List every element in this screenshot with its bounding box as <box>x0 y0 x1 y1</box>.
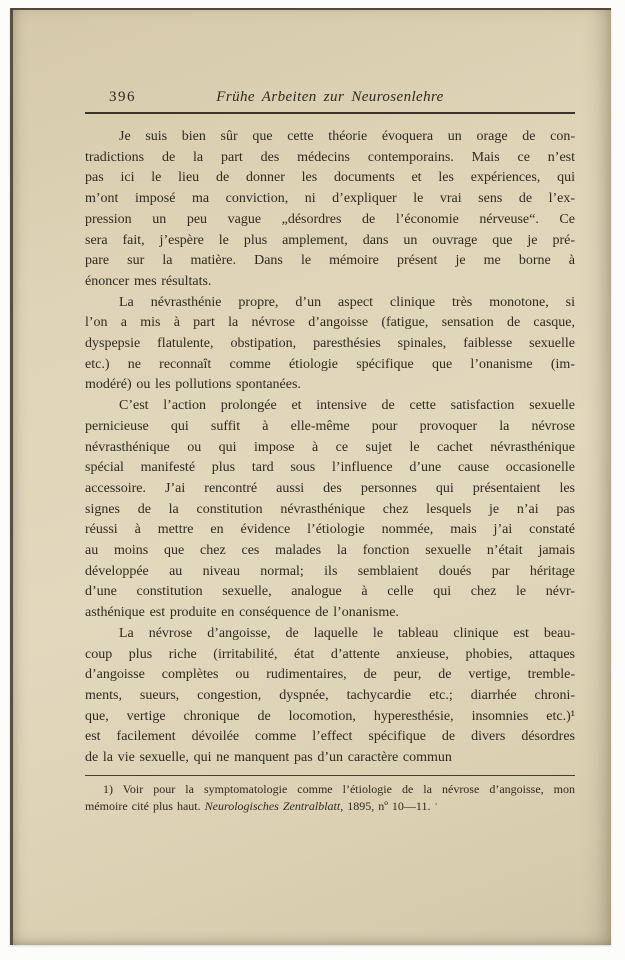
text-line: pas ici le lieu de donner les documents et les expériences, qui <box>85 170 575 186</box>
text-line: au moins que chez ces malades la fonction sexuelle n’était jamais <box>85 543 575 559</box>
text-line: d’une constitution sexuelle, analogue à celle qui chez le névr- <box>85 584 575 600</box>
paragraph <box>85 396 575 624</box>
footnote-line: 1) Voir pour la symptomatologie comme l’étiologie de la névrose d’angoisse, mon <box>103 781 575 796</box>
page-body <box>85 127 575 769</box>
footnote-text: mémoire cité plus haut. <box>85 798 205 813</box>
paragraph <box>85 127 575 293</box>
text-line: etc.) ne reconnaît comme étiologie spécifique que l’onanisme (im- <box>85 356 575 372</box>
header-rule <box>85 112 575 114</box>
text-line: que, vertige chronique de locomotion, hyperesthésie, insomnies etc.)¹ <box>85 708 575 724</box>
text-line: développée au niveau normal; ils semblaient doués par héritage <box>85 563 575 579</box>
text-line: dyspepsie flatulente, obstipation, paresthésies spinales, faiblesse sexuelle <box>85 336 575 352</box>
text-line: pression un peu vague „désordres de l’économie nérveuse“. Ce <box>85 211 575 227</box>
text-line: est facilement dévoilée comme l’effect spécifique de divers désordres <box>85 729 575 745</box>
text-line: modéré) ou les pollutions spontanées. <box>85 377 301 393</box>
text-line: de la vie sexuelle, qui ne manquent pas d’un caractère commun <box>85 750 452 766</box>
text-line: C’est l’action prolongée et intensive de cette satisfaction sexuelle <box>119 398 575 414</box>
paragraph <box>85 293 575 397</box>
page-text-block <box>13 10 611 816</box>
text-line: d’angoisse complètes ou rudimentaires, de peur, de vertige, tremble- <box>85 667 575 683</box>
footnote-text: , 1895, nº 10—11. <box>340 798 431 813</box>
text-line: l’on a mis à part la névrose d’angoisse (fatigue, sensation de casque, <box>85 315 575 331</box>
text-line: asthénique est produite en conséquence de l’onanisme. <box>85 605 399 621</box>
text-line: réussi à mettre en évidence l’étiologie nommée, mais j’ai constaté <box>85 522 575 538</box>
footnote <box>85 781 575 816</box>
footnote-journal-title: Neurologisches Zentralblatt <box>204 798 341 813</box>
text-line: signes de la constitution névrasthénique chez lesquels je n’ai pas <box>85 501 575 517</box>
text-line: énoncer mes résultats. <box>85 273 212 289</box>
text-line: m’ont imposé ma conviction, ni d’expliquer le vrai sens de l’ex- <box>85 191 575 207</box>
text-line: pernicieuse qui suffit à elle-même pour provoquer la névrose <box>85 418 575 434</box>
running-header-title: Frühe Arbeiten zur Neurosenlehre <box>216 89 444 105</box>
text-line: accessoire. J’ai rencontré aussi des personnes qui présentaient les <box>85 480 575 496</box>
book-page-scan <box>10 8 611 945</box>
footnote-line <box>85 798 575 816</box>
page-header <box>85 88 575 106</box>
text-line: ments, sueurs, congestion, dyspnée, tachycardie etc.; diarrhée chroni- <box>85 687 575 703</box>
text-line: tradictions de la part des médecins contemporains. Mais ce n’est <box>85 149 575 165</box>
footnote-separator-rule <box>85 775 575 776</box>
text-line: Je suis bien sûr que cette théorie évoquera un orage de con- <box>119 129 575 144</box>
text-line: sera fait, j’espère le plus amplement, dans un ouvrage que je pré- <box>85 232 575 248</box>
text-line: spécial manifesté plus tard sous l’influence d’une cause occasionelle <box>85 460 575 476</box>
text-line: coup plus riche (irritabilité, état d’attente anxieuse, phobies, attaques <box>85 646 575 662</box>
page-number: 396 <box>109 89 136 105</box>
text-line: névrasthénique ou qui impose à ce sujet le cachet névrasthénique <box>85 439 575 455</box>
stray-ink-mark: ʼ <box>430 800 438 813</box>
text-line: La névrose d’angoisse, de laquelle le tableau clinique est beau- <box>119 625 575 641</box>
text-line: pare sur la matière. Dans le mémoire présent je me borne à <box>85 253 575 269</box>
text-line: La névrasthénie propre, d’un aspect clinique très monotone, si <box>119 294 575 310</box>
paragraph <box>85 624 575 769</box>
